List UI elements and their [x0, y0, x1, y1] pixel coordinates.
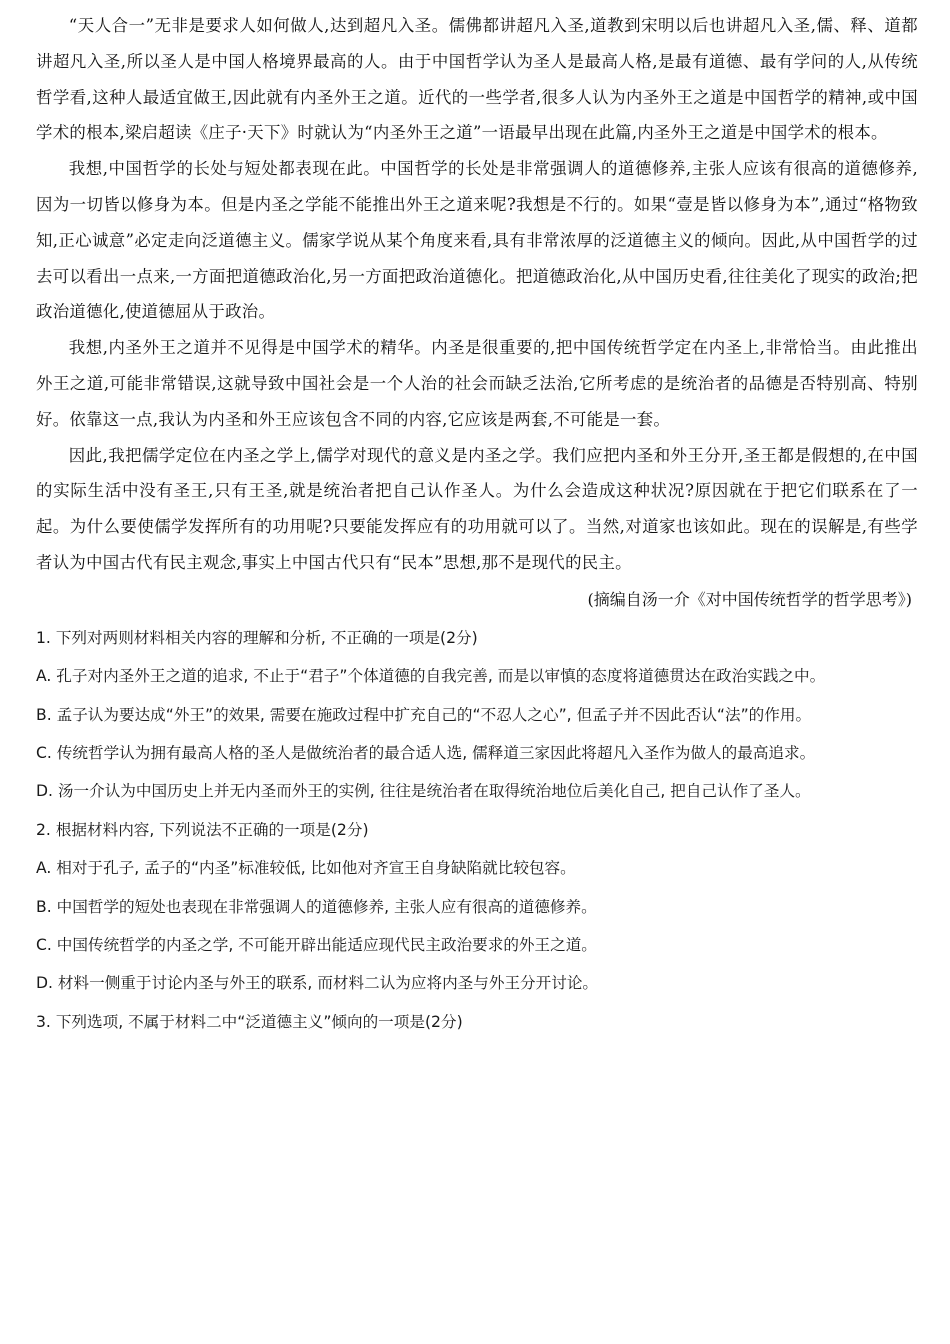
question-stem: 3. 下列选项, 不属于材料二中“泛道德主义”倾向的一项是(2分)	[36, 1012, 463, 1031]
reading-passage	[36, 8, 918, 619]
option-d: D. 材料一侧重于讨论内圣与外王的联系, 而材料二认为应将内圣与外王分开讨论。	[36, 974, 599, 993]
passage-paragraph-4: 因此,我把儒学定位在内圣之学上,儒学对现代的意义是内圣之学。我们应把内圣和外王分开,圣王都是假想的,在中国的实际生活中没有圣王,只有王圣,就是统治者把自己认作圣人。为什么会造成这种状况?原因就在于把它们联系在了一起。为什么要使儒学发挥所有的功用呢?只要能发挥应有的功用就可以了。当然,对道家也该如此。现在的误解是,有些学者认为中国古代有民主观念,事实上中国古代只有“民本”思想,那不是现代的民主。	[36, 445, 918, 572]
option-b: B. 孟子认为要达成“外王”的效果, 需要在施政过程中扩充自己的“不忍人之心”, 但孟子并不因此否认“法”的作用。	[36, 705, 812, 724]
option-c: C. 传统哲学认为拥有最高人格的圣人是做统治者的最合适人选, 儒释道三家因此将超凡入圣作为做人的最高追求。	[36, 743, 816, 762]
passage-paragraph-1: “天人合一”无非是要求人如何做人,达到超凡入圣。儒佛都讲超凡入圣,道教到宋明以后也讲超凡入圣,儒、释、道都讲超凡入圣,所以圣人是中国人格境界最高的人。由于中国哲学认为圣人是最高人格,是最有道德、最有学问的人,从传统哲学看,这种人最适宜做王,因此就有内圣外王之道。近代的一些学者,很多人认为内圣外王之道是中国哲学的精神,或中国学术的根本,梁启超读《庄子·天下》时就认为“内圣外王之道”一语最早出现在此篇,内圣外王之道是中国学术的根本。	[36, 16, 918, 143]
question-2	[36, 811, 918, 1003]
passage-source: (摘编自汤一介《对中国传统哲学的哲学思考》)	[587, 589, 912, 609]
passage-paragraph-2: 我想,中国哲学的长处与短处都表现在此。中国哲学的长处是非常强调人的道德修养,主张人应该有很高的道德修养,因为一切皆以修身为本。但是内圣之学能不能推出外王之道来呢?我想是不行的。如果“壹是皆以修身为本”,通过“格物致知,正心诚意”必定走向泛道德主义。儒家学说从某个角度来看,具有非常浓厚的泛道德主义的倾向。因此,从中国哲学的过去可以看出一点来,一方面把道德政治化,另一方面把政治道德化。把道德政治化,从中国历史看,往往美化了现实的政治;把政治道德化,使道德屈从于政治。	[36, 159, 918, 322]
question-list	[36, 619, 918, 1041]
passage-paragraph-3: 我想,内圣外王之道并不见得是中国学术的精华。内圣是很重要的,把中国传统哲学定在内圣上,非常恰当。由此推出外王之道,可能非常错误,这就导致中国社会是一个人治的社会而缺乏法治,它所考虑的是统治者的品德是否特别高、特别好。依靠这一点,我认为内圣和外王应该包含不同的内容,它应该是两套,不可能是一套。	[36, 338, 918, 429]
option-b: B. 中国哲学的短处也表现在非常强调人的道德修养, 主张人应有很高的道德修养。	[36, 897, 597, 916]
question-1	[36, 619, 918, 811]
option-a: A. 相对于孔子, 孟子的“内圣”标准较低, 比如他对齐宣王自身缺陷就比较包容。	[36, 859, 576, 878]
option-d: D. 汤一介认为中国历史上并无内圣而外王的实例, 往往是统治者在取得统治地位后美化自己, 把自己认作了圣人。	[36, 782, 811, 801]
option-a: A. 孔子对内圣外王之道的追求, 不止于“君子”个体道德的自我完善, 而是以审慎的态度将道德贯达在政治实践之中。	[36, 667, 826, 686]
question-3	[36, 1003, 918, 1041]
question-stem: 1. 下列对两则材料相关内容的理解和分析, 不正确的一项是(2分)	[36, 628, 478, 647]
question-stem: 2. 根据材料内容, 下列说法不正确的一项是(2分)	[36, 820, 369, 839]
option-c: C. 中国传统哲学的内圣之学, 不可能开辟出能适应现代民主政治要求的外王之道。	[36, 936, 597, 954]
